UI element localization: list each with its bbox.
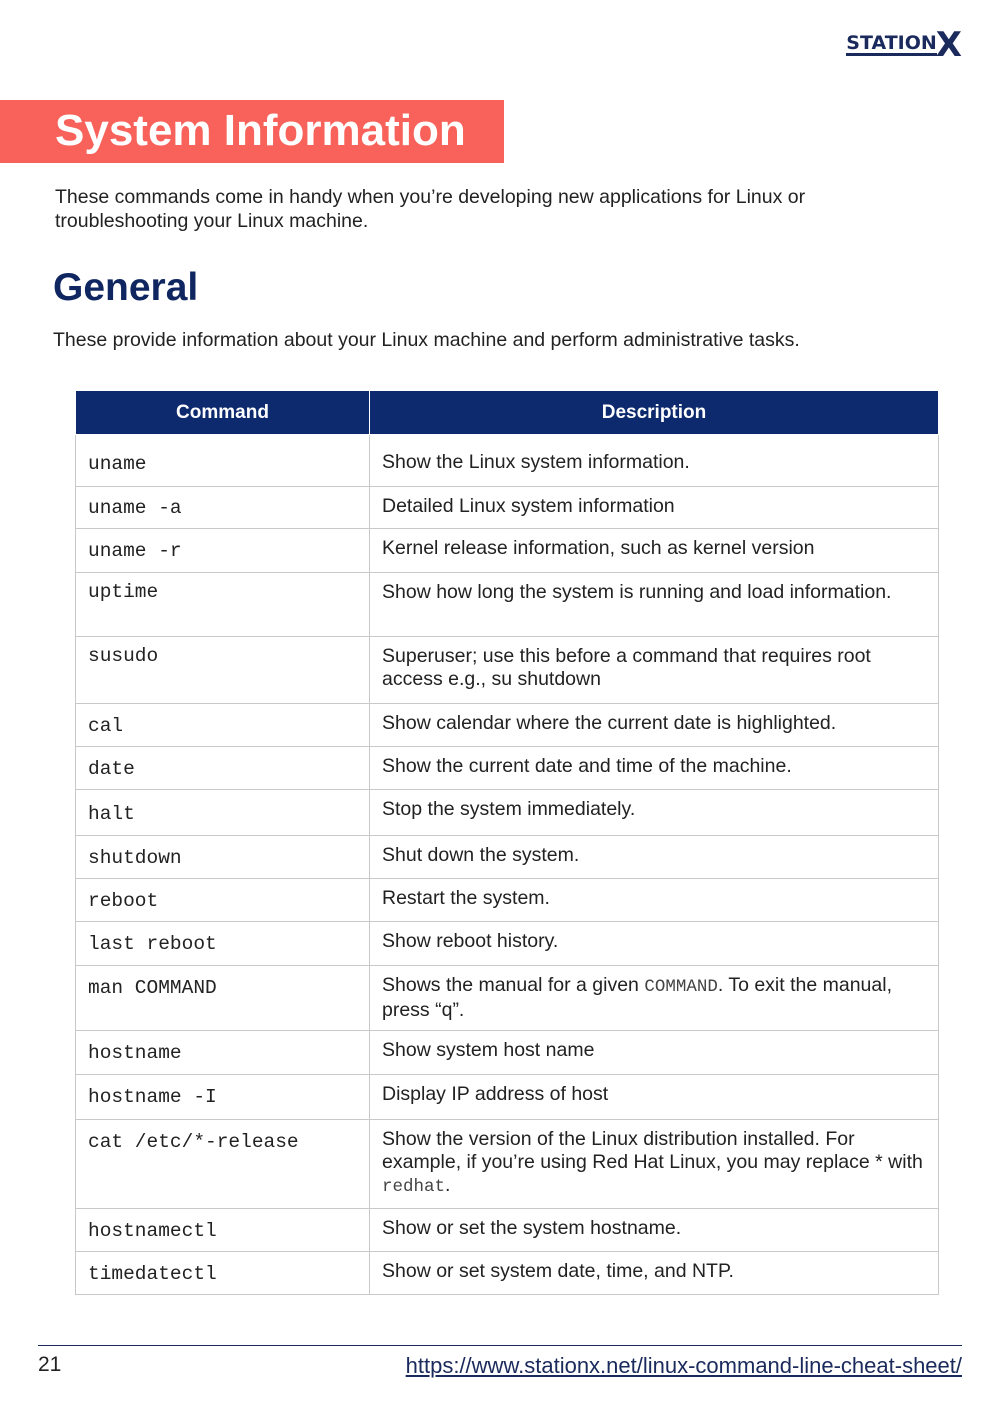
command-cell: hostname: [76, 1031, 370, 1075]
stationx-logo: [846, 25, 962, 65]
table-row: [76, 790, 939, 836]
table-row: [76, 637, 939, 704]
command-cell: uptime: [76, 573, 370, 637]
command-cell: last reboot: [76, 922, 370, 966]
description-cell: Stop the system immediately.: [370, 790, 939, 836]
table-row: [76, 1031, 939, 1075]
description-cell: Show how long the system is running and load information.: [370, 573, 939, 637]
inline-code: COMMAND: [644, 977, 718, 997]
command-cell: shutdown: [76, 836, 370, 879]
inline-code: redhat: [382, 1177, 446, 1197]
description-cell: Shut down the system.: [370, 836, 939, 879]
table-row: [76, 529, 939, 573]
description-text: .: [445, 1174, 451, 1196]
table-row: [76, 704, 939, 747]
command-cell: hostnamectl: [76, 1209, 370, 1252]
header-command: Command: [76, 391, 370, 435]
description-cell: Show the Linux system information.: [370, 435, 939, 487]
command-cell: hostname -I: [76, 1075, 370, 1120]
intro-paragraph: These commands come in handy when you’re developing new applications for Linux or troubleshooting your Linux machine.: [55, 186, 806, 232]
footer-url-link[interactable]: https://www.stationx.net/linux-command-line-cheat-sheet/: [405, 1353, 962, 1378]
table-row: [76, 1075, 939, 1120]
command-cell: date: [76, 747, 370, 790]
command-cell: halt: [76, 790, 370, 836]
description-text: Shows the manual for a given: [382, 974, 645, 996]
description-cell: [370, 966, 939, 1031]
header-description: Description: [370, 391, 939, 435]
description-text: Show the version of the Linux distribution installed. For example, if you’re using Red Hat Linux, you may replace * with: [382, 1128, 923, 1173]
command-cell: uname -r: [76, 529, 370, 573]
command-cell: timedatectl: [76, 1252, 370, 1295]
description-cell: Restart the system.: [370, 879, 939, 922]
table-row: [76, 1252, 939, 1295]
description-cell: Show system host name: [370, 1031, 939, 1075]
table-row: [76, 879, 939, 922]
page-title: System Information: [55, 106, 466, 155]
footer-divider: [38, 1345, 962, 1346]
table-row: [76, 435, 939, 487]
table-row: [76, 966, 939, 1031]
description-text: . To exit the manual, press “q”.: [382, 974, 893, 1021]
table-row: [76, 836, 939, 879]
logo-x-mark: X: [935, 25, 962, 65]
description-cell: Show or set the system hostname.: [370, 1209, 939, 1252]
description-cell: Detailed Linux system information: [370, 487, 939, 529]
command-cell: man COMMAND: [76, 966, 370, 1031]
command-cell: reboot: [76, 879, 370, 922]
command-cell: uname -a: [76, 487, 370, 529]
command-cell: cat /etc/*-release: [76, 1120, 370, 1209]
table-row: [76, 487, 939, 529]
section-title: General: [53, 266, 199, 309]
description-cell: Show reboot history.: [370, 922, 939, 966]
description-cell: [370, 1120, 939, 1209]
table-row: [76, 1120, 939, 1209]
table-row: [76, 1209, 939, 1252]
description-cell: Superuser; use this before a command that requires root access e.g., su shutdown: [370, 637, 939, 704]
table-header-row: [76, 391, 939, 435]
description-cell: Show the current date and time of the machine.: [370, 747, 939, 790]
command-cell: cal: [76, 704, 370, 747]
description-cell: Show calendar where the current date is highlighted.: [370, 704, 939, 747]
description-cell: Kernel release information, such as kernel version: [370, 529, 939, 573]
description-cell: Display IP address of host: [370, 1075, 939, 1120]
commands-table: [75, 390, 939, 1295]
logo-wordmark: STATION: [846, 32, 937, 54]
description-cell: Show or set system date, time, and NTP.: [370, 1252, 939, 1295]
table-row: [76, 747, 939, 790]
table-row: [76, 573, 939, 637]
title-banner: [0, 100, 504, 163]
table-row: [76, 922, 939, 966]
page-number: 21: [38, 1353, 62, 1376]
section-description: These provide information about your Linux machine and perform administrative tasks.: [53, 329, 800, 351]
command-cell: susudo: [76, 637, 370, 704]
command-cell: uname: [76, 435, 370, 487]
